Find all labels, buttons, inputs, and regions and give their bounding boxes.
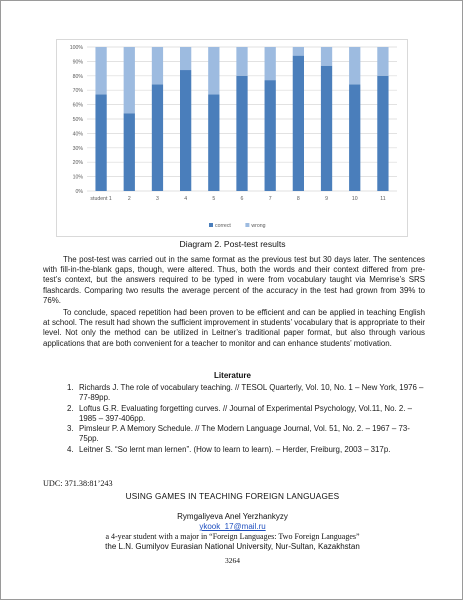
y-tick-label: 50% [72, 117, 83, 123]
x-tick-label: 9 [325, 196, 328, 202]
literature-item-number: 2. [67, 403, 74, 413]
x-tick-label: 3 [156, 196, 159, 202]
paragraph-conclusion: To conclude, spaced repetition had been proven to be efficient and can be applied in teaching English at school. The result had shown the sufficient improvement in students’ vocabulary that is appropriate to their level. Not only the method can be utilized in Leitner’s traditional paper format, but also through various applications that are both convenient for a teacher to monitor and can enhance students’ motivation. [43, 308, 425, 348]
x-tick-label: 4 [184, 196, 188, 202]
y-tick-label: 40% [72, 131, 83, 138]
literature-item [67, 424, 429, 445]
x-tick-label: 5 [212, 196, 216, 202]
author-email-link[interactable]: ykook_17@mail.ru [199, 522, 266, 531]
bar-wrong [152, 47, 163, 84]
legend-swatch-wrong [245, 223, 249, 227]
bar-correct [377, 76, 388, 191]
literature-item [67, 383, 429, 404]
author-university: the L.N. Gumilyov Eurasian National University, Nur-Sultan, Kazakhstan [105, 542, 360, 551]
legend-swatch-correct [209, 223, 213, 227]
y-tick-label: 70% [72, 88, 83, 95]
literature-item-number: 4. [67, 444, 74, 454]
y-tick-label: 0% [75, 189, 83, 195]
bar-wrong [321, 47, 332, 66]
page-number: 3264 [225, 556, 240, 565]
bar-wrong [293, 47, 304, 56]
author-affiliation: a 4-year student with a major in “Foreign Languages: Two Foreign Languages” [105, 532, 360, 541]
x-tick-label: 2 [127, 196, 131, 202]
x-tick-label: 8 [296, 196, 300, 202]
bar-correct [180, 70, 191, 191]
article-title: USING GAMES IN TEACHING FOREIGN LANGUAGES [125, 492, 340, 501]
paragraph-post-test: The post-test was carried out in the same format as the previous test but 30 days later. The sentences with fill-in-the-blank gaps, though, were altered. Thus, both the words and their context differed from pre-test’s context, but the answers required to be typed in were from vocabulary taught via Memrise’s SRS flashcards. Comparing two results the average percent of the accuracy in the test had grown from 39% to 76%. [43, 255, 425, 305]
bar-wrong [236, 47, 247, 76]
stacked-bar-chart [57, 40, 407, 236]
author-name: Rymgaliyeva Anel Yerzhankyzy [177, 512, 288, 521]
x-tick-label: 7 [268, 196, 272, 202]
udc-code: UDC: 371.38:81’243 [43, 479, 113, 488]
legend-label-wrong: wrong [251, 223, 266, 229]
bar-wrong [124, 47, 135, 113]
bar-wrong [377, 47, 388, 76]
literature-item [67, 404, 429, 425]
x-tick-label: student 1 [90, 196, 112, 202]
y-tick-label: 80% [72, 73, 83, 80]
bar-wrong [349, 47, 360, 84]
bar-correct [236, 76, 247, 191]
bar-correct [349, 84, 360, 191]
post-test-chart [56, 39, 408, 237]
bar-correct [293, 56, 304, 191]
x-tick-label: 6 [240, 196, 244, 202]
literature-heading: Literature [214, 371, 251, 380]
y-tick-label: 10% [72, 174, 83, 181]
literature-item-text: Pimsleur P. A Memory Schedule. // The Modern Language Journal, Vol. 51, No. 2. – 1967 – 73-75pp. [79, 424, 410, 444]
bar-correct [152, 84, 163, 191]
bar-correct [208, 95, 219, 191]
literature-item-number: 3. [67, 424, 74, 434]
y-tick-label: 60% [72, 102, 83, 109]
chart-caption: Diagram 2. Post-test results [179, 239, 286, 249]
x-tick-label: 11 [380, 196, 386, 202]
literature-list [67, 383, 429, 455]
literature-item-text: Loftus G.R. Evaluating forgetting curves. // Journal of Experimental Psychology, Vol.11, No. 2. – 1985 – 397-406pp. [79, 403, 413, 423]
y-tick-label: 90% [72, 59, 83, 66]
bar-wrong [180, 47, 191, 70]
literature-item-text: Richards J. The role of vocabulary teaching. // TESOL Quarterly, Vol. 10, No. 1 – New York, 1976 – 77-89pp. [79, 383, 424, 403]
bar-correct [265, 80, 276, 191]
bar-correct [95, 95, 106, 191]
bar-correct [124, 113, 135, 191]
literature-item-number: 1. [67, 383, 74, 392]
bar-correct [321, 66, 332, 191]
y-tick-label: 100% [69, 45, 83, 51]
x-tick-label: 10 [351, 196, 358, 202]
y-tick-label: 30% [72, 145, 83, 152]
legend-label-correct: correct [215, 223, 231, 229]
bar-wrong [265, 47, 276, 80]
y-tick-label: 20% [72, 160, 83, 167]
literature-item-text: Leitner S. “So lernt man lernen”. (How to learn to learn). – Herder, Freiburg, 2003 – 317p. [79, 444, 391, 454]
bar-wrong [95, 47, 106, 95]
bar-wrong [208, 47, 219, 95]
literature-item [67, 445, 429, 455]
